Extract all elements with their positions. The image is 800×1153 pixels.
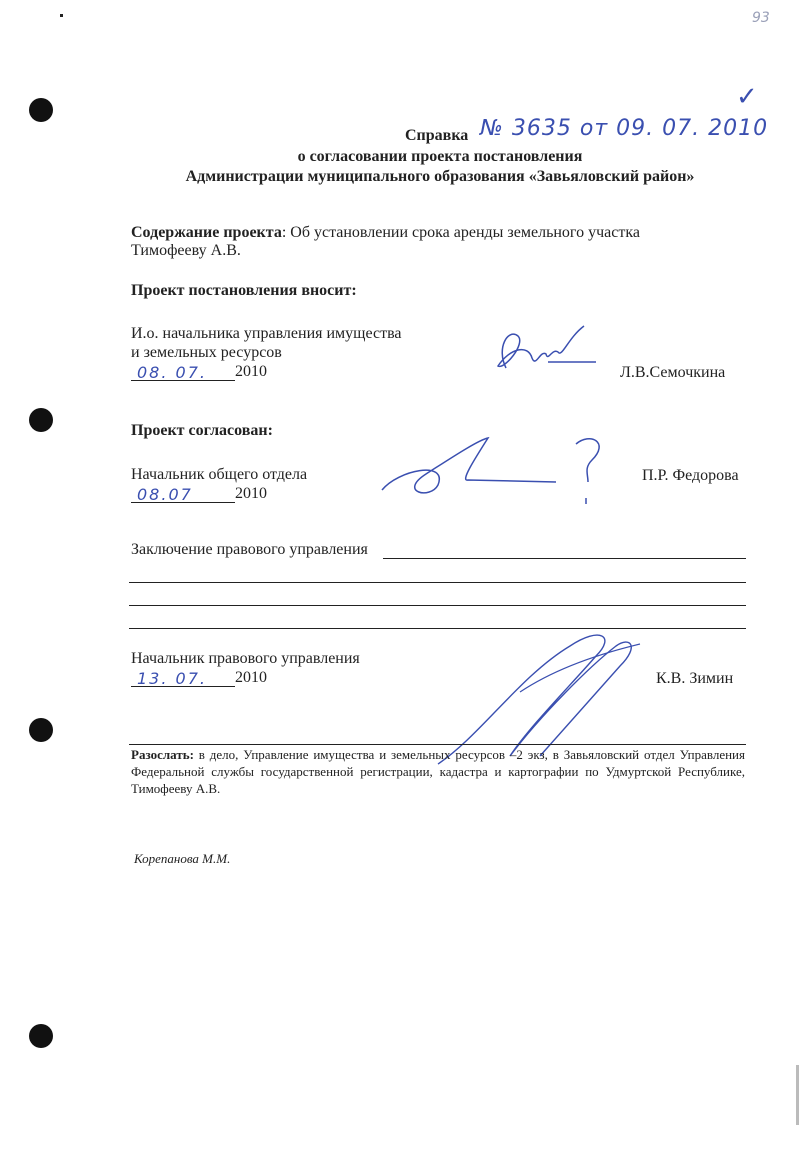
date-field [131, 668, 235, 687]
date-year: 2010 [235, 485, 267, 502]
separator-line [129, 744, 746, 745]
checkmark-icon: ✓ [736, 82, 758, 112]
approved-heading: Проект согласован: [131, 422, 273, 439]
approver-date [131, 484, 267, 503]
legal-head-position: Начальник правового управления [131, 650, 360, 667]
distribution-text: в дело, Управление имущества и земельных ресурсов –2 экз, в Завьяловский отдел Управления Федеральной службы государственной регистрации, кадастра и картографии по Удмуртской Республике, Тимофееву А.В. [131, 747, 745, 796]
project-content-text-continued: Тимофееву А.В. [131, 242, 241, 259]
project-content [131, 224, 746, 260]
legal-head-date [131, 668, 267, 687]
scan-speck [60, 14, 63, 17]
punch-hole [29, 98, 53, 122]
signature-semochkina [488, 318, 598, 382]
approver-name: П.Р. Федорова [642, 467, 739, 484]
conclusion-line [129, 582, 746, 583]
submitter-name: Л.В.Семочкина [620, 364, 726, 381]
legal-head-name: К.В. Зимин [656, 670, 734, 687]
signature-fedorova [378, 430, 618, 510]
submitter-position-continued: и земельных ресурсов [131, 344, 282, 361]
date-field [131, 362, 235, 381]
project-content-label: Содержание проекта [131, 224, 282, 241]
date-field [131, 484, 235, 503]
conclusion-line [383, 558, 746, 559]
handwritten-doc-number: № 3635 от 09. 07. 2010 [480, 116, 769, 141]
submitter-heading: Проект постановления вносит: [131, 282, 357, 299]
approver-position: Начальник общего отдела [131, 466, 308, 483]
document-subtitle-organization: Администрации муниципального образования «Завьяловский район» [185, 168, 695, 185]
punch-hole [29, 1024, 53, 1048]
handwritten-date: 08. 07. [137, 363, 207, 382]
conclusion-line [129, 605, 746, 606]
document-title: Справка [405, 127, 469, 144]
document-subtitle: о согласовании проекта постановления [297, 148, 583, 165]
project-content-text: : Об установлении срока аренды земельного участка [281, 224, 640, 241]
punch-hole [29, 408, 53, 432]
date-year: 2010 [235, 669, 267, 686]
handwritten-date: 13. 07. [137, 669, 207, 688]
handwritten-date: 08.07 [137, 485, 193, 504]
legal-conclusion-label: Заключение правового управления [131, 541, 368, 558]
submitter-position: И.о. начальника управления имущества [131, 325, 402, 342]
distribution-label: Разослать: [131, 747, 194, 762]
date-year: 2010 [235, 363, 267, 380]
executor-name: Корепанова М.М. [134, 851, 231, 866]
scan-edge [796, 1065, 799, 1125]
page-number: 93 [752, 10, 770, 26]
punch-hole [29, 718, 53, 742]
submitter-date [131, 362, 267, 381]
distribution-list [131, 746, 745, 797]
